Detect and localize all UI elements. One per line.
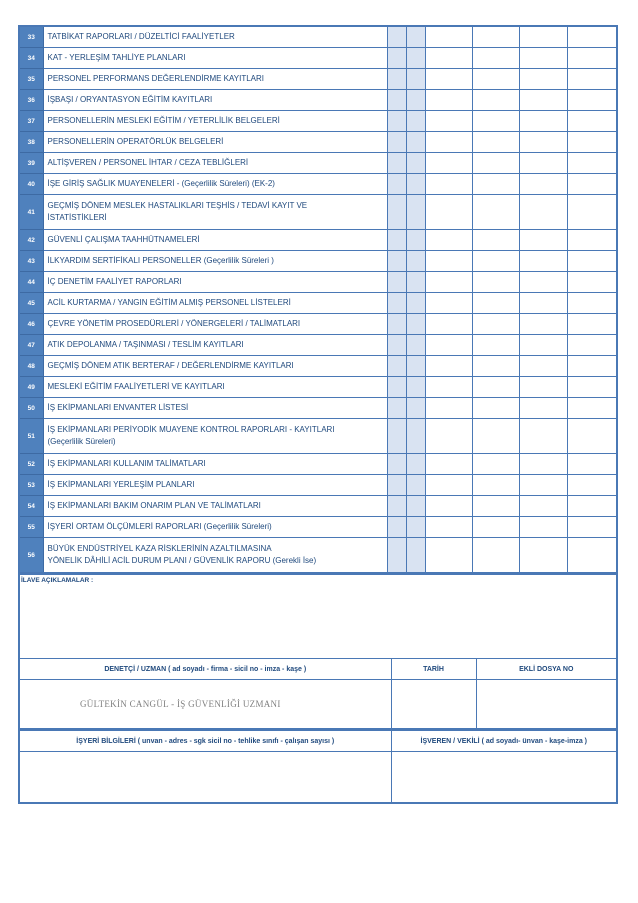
table-row xyxy=(19,272,617,293)
check-cell[interactable] xyxy=(567,69,617,90)
item-number: 34 xyxy=(19,48,43,69)
item-text: İŞ EKİPMANLARI YERLEŞİM PLANLARI xyxy=(43,475,387,496)
check-cell[interactable] xyxy=(406,538,425,574)
check-cell[interactable] xyxy=(425,48,472,69)
item-text xyxy=(43,538,387,574)
check-cell[interactable] xyxy=(406,377,425,398)
item-text-line: İŞ EKİPMANLARI PERİYODİK MUAYENE KONTROL RAPORLARI - KAYITLARI xyxy=(47,425,335,434)
check-cell[interactable] xyxy=(406,195,425,230)
check-cell[interactable] xyxy=(519,174,567,195)
check-cell[interactable] xyxy=(406,69,425,90)
check-cell[interactable] xyxy=(425,293,472,314)
check-cell[interactable] xyxy=(567,475,617,496)
check-cell[interactable] xyxy=(472,26,519,48)
check-cell[interactable] xyxy=(425,335,472,356)
check-cell[interactable] xyxy=(387,69,406,90)
check-cell[interactable] xyxy=(519,69,567,90)
check-cell[interactable] xyxy=(406,517,425,538)
check-cell[interactable] xyxy=(406,335,425,356)
check-cell[interactable] xyxy=(387,272,406,293)
check-cell[interactable] xyxy=(425,195,472,230)
check-cell[interactable] xyxy=(519,335,567,356)
check-cell[interactable] xyxy=(519,251,567,272)
table-row xyxy=(19,314,617,335)
check-cell[interactable] xyxy=(567,48,617,69)
check-cell[interactable] xyxy=(387,153,406,174)
item-number: 41 xyxy=(19,195,43,230)
check-cell[interactable] xyxy=(406,48,425,69)
check-cell[interactable] xyxy=(519,496,567,517)
check-cell[interactable] xyxy=(425,419,472,454)
check-cell[interactable] xyxy=(425,272,472,293)
notes-label: İLAVE AÇIKLAMALAR : xyxy=(21,577,94,584)
check-cell[interactable] xyxy=(519,111,567,132)
item-number: 53 xyxy=(19,475,43,496)
check-cell[interactable] xyxy=(472,314,519,335)
item-number: 39 xyxy=(19,153,43,174)
check-cell[interactable] xyxy=(425,496,472,517)
check-cell[interactable] xyxy=(387,132,406,153)
check-cell[interactable] xyxy=(472,132,519,153)
check-cell[interactable] xyxy=(519,153,567,174)
auditor-name: GÜLTEKİN CANGÜL - İŞ GÜVENLİĞİ UZMANI xyxy=(19,680,391,730)
item-number: 33 xyxy=(19,26,43,48)
check-cell[interactable] xyxy=(519,293,567,314)
check-cell[interactable] xyxy=(387,251,406,272)
item-text: ÇEVRE YÖNETİM PROSEDÜRLERİ / YÖNERGELERİ / TALİMATLARI xyxy=(43,314,387,335)
table-row xyxy=(19,153,617,174)
check-cell[interactable] xyxy=(519,48,567,69)
check-cell[interactable] xyxy=(472,496,519,517)
item-number: 48 xyxy=(19,356,43,377)
check-cell[interactable] xyxy=(425,111,472,132)
table-row xyxy=(19,517,617,538)
check-cell[interactable] xyxy=(567,272,617,293)
check-cell[interactable] xyxy=(406,475,425,496)
item-text: İÇ DENETİM FAALİYET RAPORLARI xyxy=(43,272,387,293)
item-number: 37 xyxy=(19,111,43,132)
check-cell[interactable] xyxy=(472,272,519,293)
check-cell[interactable] xyxy=(519,377,567,398)
check-cell[interactable] xyxy=(387,538,406,574)
item-text: GÜVENLİ ÇALIŞMA TAAHHÜTNAMELERİ xyxy=(43,230,387,251)
check-cell[interactable] xyxy=(472,419,519,454)
check-cell[interactable] xyxy=(472,538,519,574)
item-number: 49 xyxy=(19,377,43,398)
table-row xyxy=(19,69,617,90)
table-row xyxy=(19,377,617,398)
item-text: PERSONEL PERFORMANS DEĞERLENDİRME KAYITLARI xyxy=(43,69,387,90)
item-number: 50 xyxy=(19,398,43,419)
check-cell[interactable] xyxy=(472,454,519,475)
check-cell[interactable] xyxy=(406,398,425,419)
check-cell[interactable] xyxy=(472,69,519,90)
item-text: TATBİKAT RAPORLARI / DÜZELTİCİ FAALİYETLER xyxy=(43,26,387,48)
check-cell[interactable] xyxy=(425,230,472,251)
workplace-field[interactable] xyxy=(19,752,391,804)
check-cell[interactable] xyxy=(387,419,406,454)
check-cell[interactable] xyxy=(519,195,567,230)
check-cell[interactable] xyxy=(519,538,567,574)
check-cell[interactable] xyxy=(567,398,617,419)
check-cell[interactable] xyxy=(472,195,519,230)
check-cell[interactable] xyxy=(567,111,617,132)
table-row xyxy=(19,111,617,132)
item-text-line: İSTATİSTİKLERİ xyxy=(47,213,107,222)
check-cell[interactable] xyxy=(425,475,472,496)
check-cell[interactable] xyxy=(387,335,406,356)
check-cell[interactable] xyxy=(387,230,406,251)
check-cell[interactable] xyxy=(406,174,425,195)
item-text: İŞE GİRİŞ SAĞLIK MUAYENELERİ - (Geçerlilik Süreleri) (EK-2) xyxy=(43,174,387,195)
check-cell[interactable] xyxy=(425,153,472,174)
check-cell[interactable] xyxy=(387,314,406,335)
check-cell[interactable] xyxy=(387,90,406,111)
item-text: KAT - YERLEŞİM TAHLİYE PLANLARI xyxy=(43,48,387,69)
table-row xyxy=(19,90,617,111)
item-number: 42 xyxy=(19,230,43,251)
check-cell[interactable] xyxy=(519,314,567,335)
checklist-sheet xyxy=(18,25,616,804)
check-cell[interactable] xyxy=(472,90,519,111)
check-cell[interactable] xyxy=(425,132,472,153)
check-cell[interactable] xyxy=(567,496,617,517)
check-cell[interactable] xyxy=(425,90,472,111)
check-cell[interactable] xyxy=(387,496,406,517)
check-cell[interactable] xyxy=(406,496,425,517)
check-cell[interactable] xyxy=(567,293,617,314)
check-cell[interactable] xyxy=(567,26,617,48)
check-cell[interactable] xyxy=(387,475,406,496)
check-cell[interactable] xyxy=(567,517,617,538)
check-cell[interactable] xyxy=(406,356,425,377)
table-row xyxy=(19,496,617,517)
check-cell[interactable] xyxy=(567,335,617,356)
item-number: 44 xyxy=(19,272,43,293)
item-text: ATIK DEPOLANMA / TAŞINMASI / TESLİM KAYITLARI xyxy=(43,335,387,356)
check-cell[interactable] xyxy=(472,251,519,272)
auditor-header: DENETÇİ / UZMAN ( ad soyadı - firma - sicil no - imza - kaşe ) xyxy=(19,659,391,680)
check-cell[interactable] xyxy=(472,48,519,69)
check-cell[interactable] xyxy=(567,230,617,251)
employer-field[interactable] xyxy=(391,752,617,804)
item-text: PERSONELLERİN MESLEKİ EĞİTİM / YETERLİLİK BELGELERİ xyxy=(43,111,387,132)
check-cell[interactable] xyxy=(387,195,406,230)
check-cell[interactable] xyxy=(567,538,617,574)
item-number: 43 xyxy=(19,251,43,272)
check-cell[interactable] xyxy=(406,454,425,475)
check-cell[interactable] xyxy=(519,475,567,496)
table-row xyxy=(19,398,617,419)
check-cell[interactable] xyxy=(567,314,617,335)
item-text-line: GEÇMİŞ DÖNEM MESLEK HASTALIKLARI TEŞHİS / TEDAVİ KAYIT VE xyxy=(47,201,308,210)
table-row xyxy=(19,195,617,230)
item-number: 55 xyxy=(19,517,43,538)
check-cell[interactable] xyxy=(472,398,519,419)
table-row xyxy=(19,230,617,251)
item-number: 51 xyxy=(19,419,43,454)
check-cell[interactable] xyxy=(425,26,472,48)
check-cell[interactable] xyxy=(519,454,567,475)
check-cell[interactable] xyxy=(567,132,617,153)
check-cell[interactable] xyxy=(406,111,425,132)
check-cell[interactable] xyxy=(519,230,567,251)
check-cell[interactable] xyxy=(519,398,567,419)
check-cell[interactable] xyxy=(406,419,425,454)
item-number: 46 xyxy=(19,314,43,335)
item-number: 35 xyxy=(19,69,43,90)
check-cell[interactable] xyxy=(387,111,406,132)
check-cell[interactable] xyxy=(519,419,567,454)
check-cell[interactable] xyxy=(425,356,472,377)
item-text-line: (Geçerlilik Süreleri) xyxy=(47,437,116,446)
check-cell[interactable] xyxy=(519,356,567,377)
item-text: İŞ EKİPMANLARI BAKIM ONARIM PLAN VE TALİMATLARI xyxy=(43,496,387,517)
table-row xyxy=(19,475,617,496)
item-text: ACİL KURTARMA / YANGIN EĞİTİM ALMIŞ PERSONEL LİSTELERİ xyxy=(43,293,387,314)
check-cell[interactable] xyxy=(387,454,406,475)
check-cell[interactable] xyxy=(406,153,425,174)
table-row xyxy=(19,174,617,195)
check-cell[interactable] xyxy=(387,517,406,538)
check-cell[interactable] xyxy=(472,174,519,195)
item-text: İŞ EKİPMANLARI ENVANTER LİSTESİ xyxy=(43,398,387,419)
check-cell[interactable] xyxy=(567,251,617,272)
attachment-header: EKLİ DOSYA NO xyxy=(476,659,617,680)
table-row xyxy=(19,419,617,454)
check-cell[interactable] xyxy=(472,335,519,356)
checklist-table xyxy=(18,25,618,574)
check-cell[interactable] xyxy=(425,174,472,195)
table-row xyxy=(19,538,617,574)
item-number: 56 xyxy=(19,538,43,574)
employer-header: İŞVEREN / VEKİLİ ( ad soyadı- ünvan - kaşe-imza ) xyxy=(391,731,617,752)
item-text: İŞBAŞI / ORYANTASYON EĞİTİM KAYITLARI xyxy=(43,90,387,111)
item-text: MESLEKİ EĞİTİM FAALİYETLERİ VE KAYITLARI xyxy=(43,377,387,398)
attachment-field[interactable] xyxy=(476,680,617,730)
check-cell[interactable] xyxy=(472,475,519,496)
table-row xyxy=(19,251,617,272)
check-cell[interactable] xyxy=(406,90,425,111)
item-text: İŞ EKİPMANLARI KULLANIM TALİMATLARI xyxy=(43,454,387,475)
check-cell[interactable] xyxy=(406,251,425,272)
check-cell[interactable] xyxy=(472,293,519,314)
check-cell[interactable] xyxy=(387,293,406,314)
item-text: PERSONELLERİN OPERATÖRLÜK BELGELERİ xyxy=(43,132,387,153)
check-cell[interactable] xyxy=(472,517,519,538)
check-cell[interactable] xyxy=(472,153,519,174)
item-number: 52 xyxy=(19,454,43,475)
date-field[interactable] xyxy=(391,680,476,730)
check-cell[interactable] xyxy=(519,132,567,153)
item-text xyxy=(43,419,387,454)
item-text-line: BÜYÜK ENDÜSTRİYEL KAZA RİSKLERİNİN AZALTILMASINA xyxy=(47,544,272,553)
check-cell[interactable] xyxy=(425,377,472,398)
check-cell[interactable] xyxy=(387,26,406,48)
check-cell[interactable] xyxy=(567,90,617,111)
check-cell[interactable] xyxy=(567,377,617,398)
check-cell[interactable] xyxy=(387,377,406,398)
check-cell[interactable] xyxy=(519,272,567,293)
check-cell[interactable] xyxy=(472,111,519,132)
check-cell[interactable] xyxy=(472,230,519,251)
checklist-rows xyxy=(19,26,617,573)
table-row xyxy=(19,48,617,69)
check-cell[interactable] xyxy=(567,153,617,174)
table-row xyxy=(19,132,617,153)
item-number: 40 xyxy=(19,174,43,195)
table-row xyxy=(19,454,617,475)
check-cell[interactable] xyxy=(425,398,472,419)
check-cell[interactable] xyxy=(406,26,425,48)
item-number: 36 xyxy=(19,90,43,111)
check-cell[interactable] xyxy=(425,454,472,475)
table-row xyxy=(19,26,617,48)
check-cell[interactable] xyxy=(567,174,617,195)
check-cell[interactable] xyxy=(567,195,617,230)
check-cell[interactable] xyxy=(425,538,472,574)
check-cell[interactable] xyxy=(472,377,519,398)
check-cell[interactable] xyxy=(519,26,567,48)
item-text: İŞYERİ ORTAM ÖLÇÜMLERİ RAPORLARI (Geçerlilik Süreleri) xyxy=(43,517,387,538)
notes-box[interactable] xyxy=(19,575,617,659)
footer-table xyxy=(18,574,618,730)
date-header: TARİH xyxy=(391,659,476,680)
check-cell[interactable] xyxy=(567,419,617,454)
workplace-header: İŞYERİ BİLGİLERİ ( unvan - adres - sgk sicil no - tehlike sınıfı - çalışan sayısı ) xyxy=(19,731,391,752)
check-cell[interactable] xyxy=(567,454,617,475)
info-table xyxy=(18,730,618,804)
check-cell[interactable] xyxy=(519,517,567,538)
check-cell[interactable] xyxy=(406,230,425,251)
check-cell[interactable] xyxy=(387,48,406,69)
item-number: 45 xyxy=(19,293,43,314)
check-cell[interactable] xyxy=(425,69,472,90)
check-cell[interactable] xyxy=(519,90,567,111)
check-cell[interactable] xyxy=(387,174,406,195)
table-row xyxy=(19,356,617,377)
item-number: 54 xyxy=(19,496,43,517)
item-text xyxy=(43,195,387,230)
check-cell[interactable] xyxy=(387,398,406,419)
item-number: 47 xyxy=(19,335,43,356)
check-cell[interactable] xyxy=(567,356,617,377)
check-cell[interactable] xyxy=(406,132,425,153)
check-cell[interactable] xyxy=(387,356,406,377)
item-number: 38 xyxy=(19,132,43,153)
check-cell[interactable] xyxy=(425,314,472,335)
item-text: ALTİŞVEREN / PERSONEL İHTAR / CEZA TEBLİĞLERİ xyxy=(43,153,387,174)
table-row xyxy=(19,335,617,356)
check-cell[interactable] xyxy=(406,314,425,335)
check-cell[interactable] xyxy=(425,517,472,538)
item-text-line: YÖNELİK DÂHİLİ ACİL DURUM PLANI / GÜVENLİK RAPORU (Gerekli İse) xyxy=(47,556,317,565)
table-row xyxy=(19,293,617,314)
item-text: GEÇMİŞ DÖNEM ATIK BERTERAF / DEĞERLENDİRME KAYITLARI xyxy=(43,356,387,377)
check-cell[interactable] xyxy=(406,293,425,314)
check-cell[interactable] xyxy=(406,272,425,293)
item-text: İLKYARDIM SERTİFİKALI PERSONELLER (Geçerlilik Süreleri ) xyxy=(43,251,387,272)
check-cell[interactable] xyxy=(425,251,472,272)
check-cell[interactable] xyxy=(472,356,519,377)
